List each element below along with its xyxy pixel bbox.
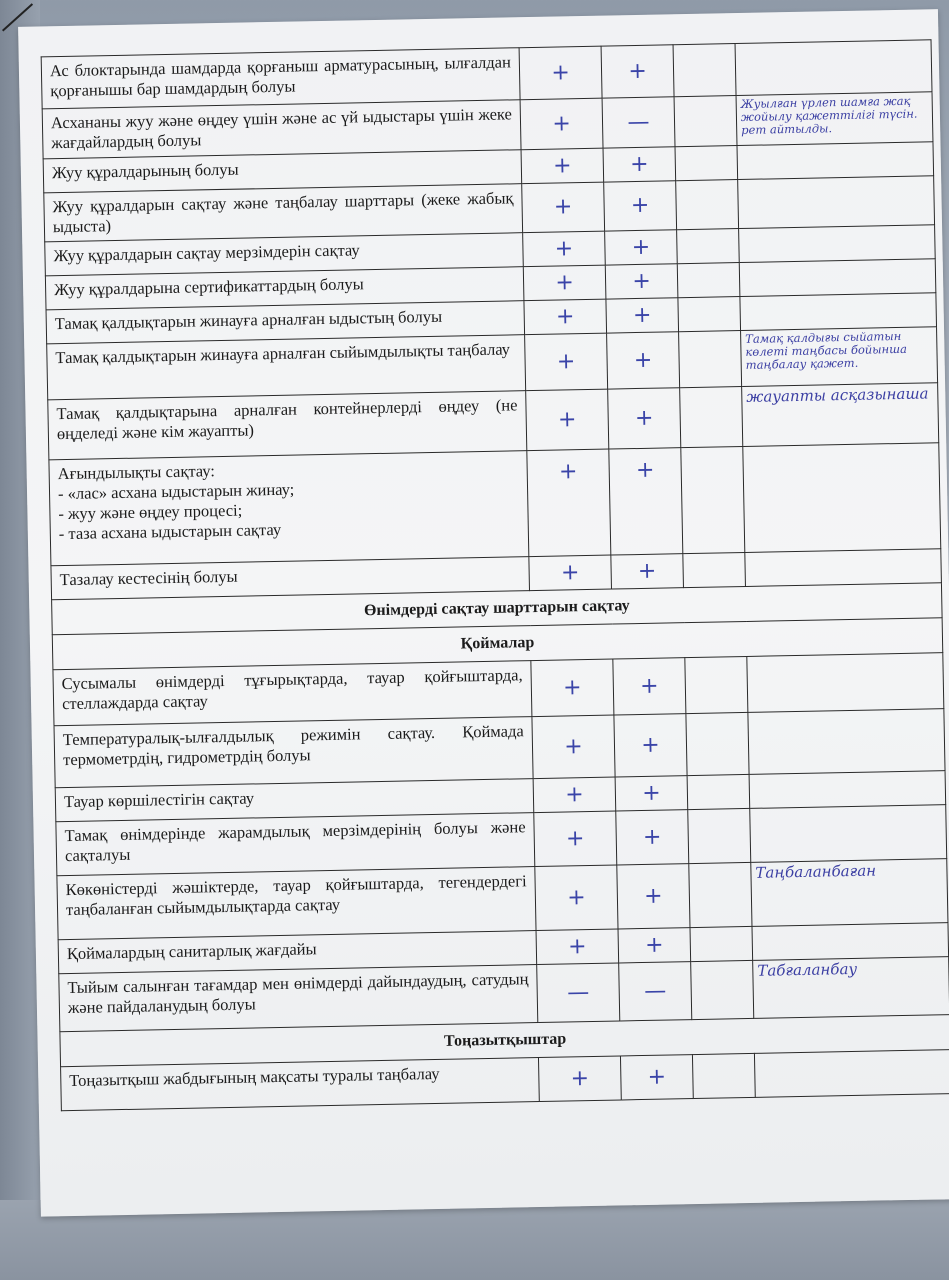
mark-cell: + [620,1055,693,1100]
note-cell [743,443,941,553]
note-cell [739,225,936,263]
flow-heading: Ағындылықты сақтау: [57,461,216,484]
mark-cell: + [520,98,603,150]
mark-cell: + [608,388,681,449]
row-label: Жуу құралдарын сақтау және таңбалау шарттары (жеке жабық ыдыста) [44,184,523,242]
note-cell [750,805,947,863]
flow-item: - «лас» асхана ыдыстарын жинау; [57,479,295,504]
mark-cell: + [606,298,679,333]
row-label: Температуралық-ылғалдылық режимін сақтау. Қоймада термометрдің, гидрометрдің болуы [54,717,533,788]
mark-cell: + [615,776,688,811]
mark-cell: + [522,182,605,233]
mark-cell: + [614,714,687,777]
note-cell [739,259,936,297]
row-label: Тауар көршілестігін сақтау [55,779,534,822]
note-cell [748,709,945,775]
mark-cell [678,297,741,332]
note-cell [735,40,932,96]
mark-cell: + [607,332,680,389]
note-cell [747,653,944,713]
mark-cell [673,44,736,97]
mark-cell: + [521,148,604,184]
mark-cell [685,656,748,713]
note-cell [749,771,946,809]
row-label: Жуу құралдарына сертификаттардың болуы [45,267,524,310]
row-label: Тамақ қалдықтарын жинауға арналған сыйымдылықты таңбалау [47,335,526,400]
section-heading-warehouses: Қоймалар [52,618,943,670]
mark-cell [680,387,743,448]
mark-cell [679,331,742,388]
row-label: Сусымалы өнімдерді тұғырықтарда, тауар қойғыштарда, стеллаждарда сақтау [53,661,532,726]
row-label: Асхананы жуу және өңдеу үшін және ас үй ыдыстары үшін жеке жағдайлардың болуы [42,100,521,159]
flow-item: - таза асхана ыдыстарын сақтау [58,519,282,544]
mark-cell [681,446,745,553]
row-label: Тоңазытқыш жабдығының мақсаты туралы таңбалау [61,1058,540,1111]
note-cell: Жуылған үрлеп шамға жақ жойылу қажеттілігі түсін. рет айтылды. [736,92,933,146]
note-cell [738,176,935,229]
row-label: Тамақ қалдықтарына арналған контейнерлерді өңдеу (не өңделеді және кім жауапты) [48,391,527,460]
mark-cell: + [523,265,606,301]
flow-item: - жуу және өңдеу процесі; [58,500,243,524]
mark-cell: + [527,449,611,557]
mark-cell: + [611,554,684,589]
note-cell [754,1050,949,1098]
mark-cell: + [536,929,619,965]
mark-cell [692,1053,755,1098]
checklist-document [41,39,949,1111]
note-cell [745,549,942,587]
row-label: Көкөністерді жәшіктерде, тауар қойғыштарда, тегендердегі таңбаланған сыйымдылықтарда сақтау [57,867,536,940]
row-label: Жуу құралдарын сақтау мерзімдерін сақтау [45,233,524,276]
flow-requirements-cell [49,451,529,566]
table-row [49,443,941,566]
mark-cell: — [602,97,675,148]
section-heading-storage: Өнімдерді сақтау шарттарын сақтау [52,583,943,635]
mark-cell: + [538,1056,621,1102]
note-cell: Таңбаланбаған [751,859,948,927]
row-label: Тамақ өнімдерінде жарамдылық мерзімдерінің болуы және сақталуы [56,813,535,876]
note-cell: Табғаланбау [753,957,949,1019]
mark-cell: + [524,299,607,335]
mark-cell [677,263,740,298]
note-cell [740,293,937,331]
row-label: Тазалау кестесінің болуы [51,557,530,600]
mark-cell: + [618,928,691,963]
mark-cell: + [609,448,683,555]
mark-cell [687,774,750,809]
mark-cell: + [605,230,678,265]
note-cell [737,142,934,180]
mark-cell: + [526,389,609,451]
mark-cell [691,960,754,1019]
mark-cell [690,926,753,961]
mark-cell: + [616,810,689,865]
mark-cell: + [525,333,608,391]
row-label: Жуу құралдарының болуы [43,150,522,193]
note-cell: жауапты асқазынаша [742,383,939,447]
mark-cell: + [535,865,618,931]
mark-cell [675,146,738,181]
mark-cell: + [605,264,678,299]
mark-cell: + [523,231,606,267]
mark-cell: — [619,962,692,1021]
mark-cell [688,808,751,863]
row-label: Қоймалардың санитарлық жағдайы [58,931,537,974]
note-cell [752,923,949,961]
checklist-table [41,39,949,1111]
section-heading-fridges: Тоңазытқыштар [60,1015,949,1067]
mark-cell: + [604,181,677,231]
mark-cell [676,180,739,230]
mark-cell: + [531,659,614,717]
mark-cell: + [533,777,616,813]
mark-cell: + [534,811,617,867]
mark-cell: + [617,864,690,929]
row-label: Ас блоктарында шамдарда қорғаныш арматурасының, ылғалдан қорғанышы бар шамдардың болуы [41,48,520,109]
mark-cell: + [613,658,686,715]
row-label: Тыйым салынған тағамдар мен өнімдерді дайындаудың, сатудың және пайдаланудың болуы [59,965,538,1032]
mark-cell [683,552,746,587]
paper-sheet [18,9,949,1216]
row-label: Тамақ қалдықтарын жинауға арналған ыдыстың болуы [46,301,525,344]
mark-cell: + [529,555,612,591]
mark-cell: + [519,46,602,100]
mark-cell: + [532,715,615,779]
mark-cell: — [537,963,620,1023]
note-cell: Тамақ қалдығы сыйатын көлеті таңбасы бойынша таңбалау қажет. [741,327,938,387]
mark-cell [689,862,752,927]
mark-cell [677,229,740,264]
mark-cell [674,96,737,147]
mark-cell: + [603,147,676,182]
mark-cell [686,712,749,775]
mark-cell: + [601,45,674,98]
